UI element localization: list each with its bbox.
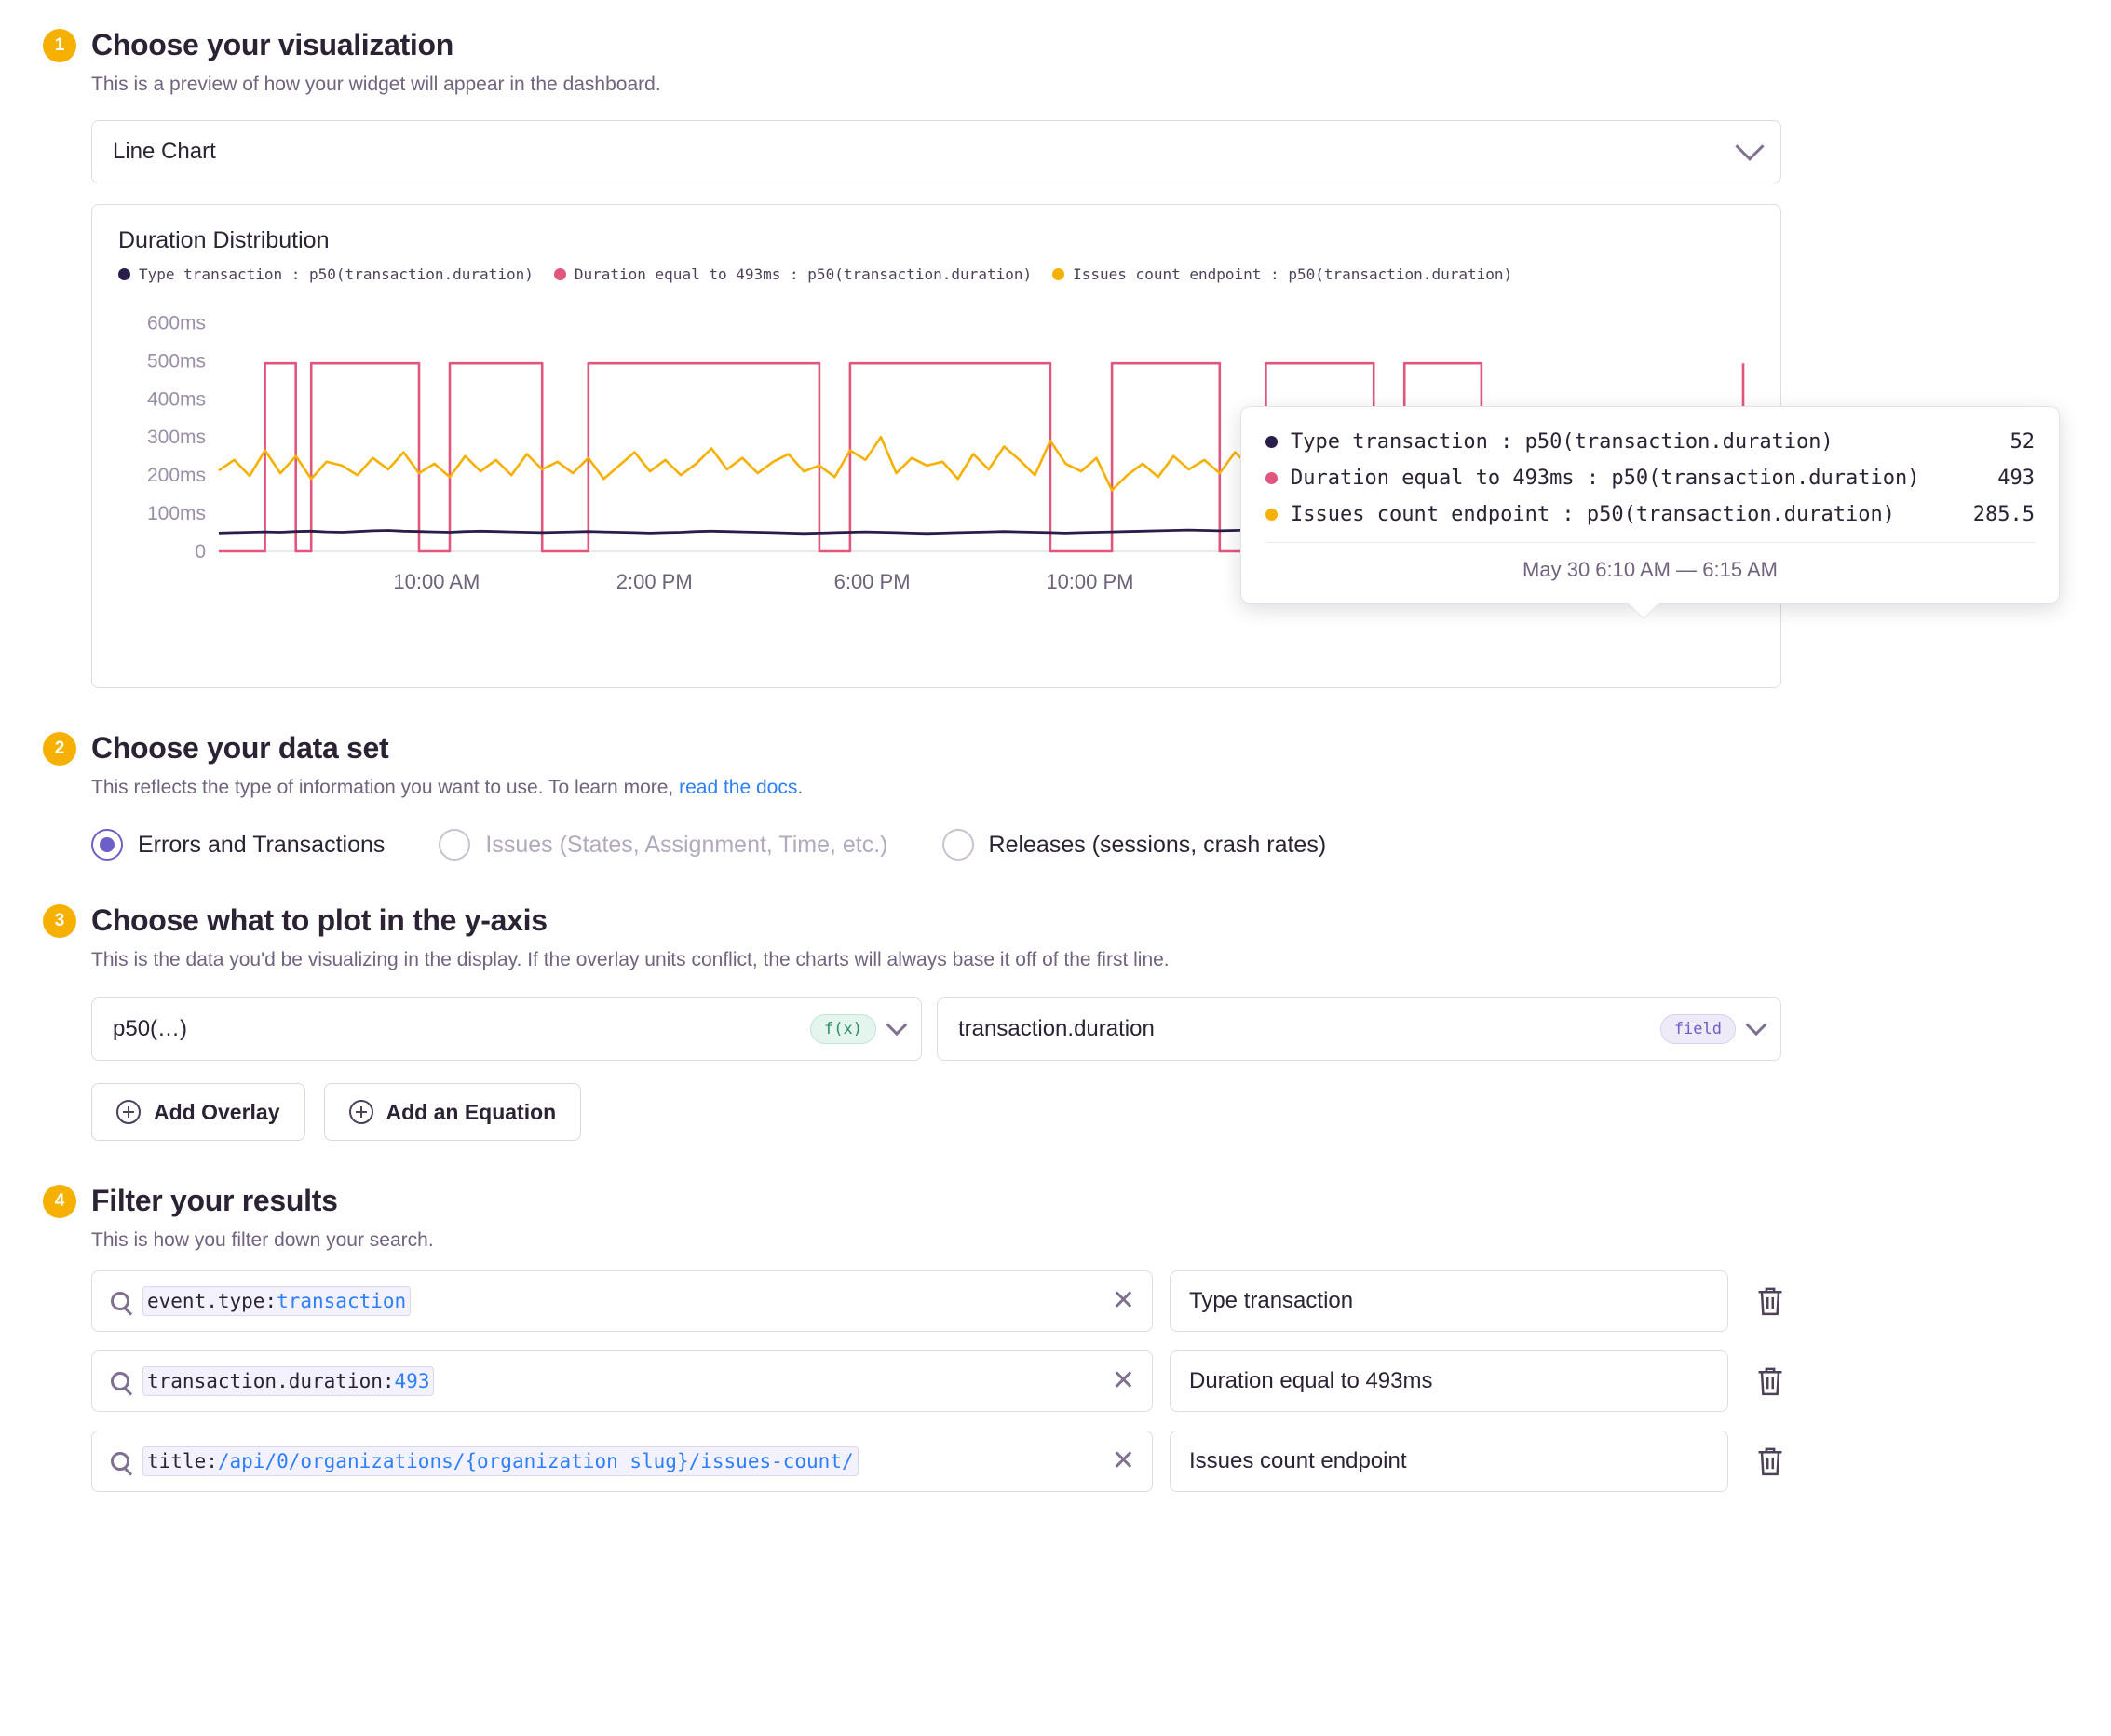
svg-text:10:00 AM: 10:00 AM: [393, 570, 480, 593]
tooltip-timerange: May 30 6:10 AM — 6:15 AM: [1265, 542, 2035, 593]
filter-name-value: Issues count endpoint: [1189, 1448, 1407, 1473]
plus-circle-icon: [349, 1100, 373, 1124]
dataset-option-errors-transactions[interactable]: [91, 829, 385, 861]
add-equation-label: Add an Equation: [386, 1099, 557, 1124]
tooltip-dot-icon: [1265, 509, 1278, 521]
field-pill: field: [1660, 1014, 1736, 1044]
filter-query-sep: :: [206, 1450, 218, 1472]
add-overlay-label: Add Overlay: [154, 1099, 280, 1124]
chevron-down-icon[interactable]: [886, 1014, 908, 1036]
aggregate-right-group: [810, 1014, 904, 1044]
trash-icon: [1754, 1284, 1786, 1318]
svg-text:6:00 PM: 6:00 PM: [833, 570, 911, 593]
legend-dot-icon: [1052, 268, 1064, 280]
filter-query-key: transaction.duration: [147, 1370, 383, 1392]
svg-text:200ms: 200ms: [146, 465, 206, 487]
legend-item[interactable]: [1052, 265, 1512, 283]
filter-query-key: event.type: [147, 1290, 265, 1312]
legend-dot-icon: [554, 268, 566, 280]
tooltip-value: 493: [1997, 467, 2035, 490]
step-2-subtitle: [91, 777, 2068, 799]
dataset-option-label: Issues (States, Assignment, Time, etc.): [485, 831, 888, 858]
tooltip-dot-icon: [1265, 436, 1278, 448]
filter-row: [91, 1270, 2068, 1332]
search-icon: [111, 1372, 129, 1390]
filter-query-sep: :: [382, 1370, 395, 1392]
filter-query-text: [142, 1450, 1089, 1472]
legend-label: Type transaction : p50(transaction.duration): [139, 265, 534, 283]
clear-icon[interactable]: ✕: [1111, 1365, 1135, 1396]
radio-icon[interactable]: [439, 829, 470, 861]
trash-icon: [1754, 1444, 1786, 1478]
delete-filter-button[interactable]: [1754, 1284, 1786, 1318]
filter-query-input[interactable]: [91, 1431, 1153, 1492]
visualization-type-select[interactable]: [91, 120, 1781, 183]
svg-text:500ms: 500ms: [146, 350, 206, 373]
field-select[interactable]: [937, 997, 1781, 1061]
filter-query-sep: :: [264, 1290, 277, 1312]
legend-label: Duration equal to 493ms : p50(transaction.duration): [574, 265, 1033, 283]
filter-name-value: Type transaction: [1189, 1288, 1354, 1313]
legend-item[interactable]: [118, 265, 534, 283]
chart-legend: [118, 265, 1754, 283]
step-3-subtitle: This is the data you'd be visualizing in the display. If the overlay units conflict, the charts will always base it off of the first line.: [91, 949, 1170, 970]
step-4-title: Filter your results: [91, 1184, 338, 1217]
filter-name-input[interactable]: [1170, 1431, 1728, 1492]
tooltip-value: 52: [2010, 430, 2035, 454]
step-2-subtitle-period: .: [797, 777, 804, 798]
svg-text:100ms: 100ms: [146, 503, 206, 525]
tooltip-row: [1265, 496, 2035, 533]
filter-row: [91, 1350, 2068, 1412]
svg-text:2:00 PM: 2:00 PM: [616, 570, 693, 593]
plus-circle-icon: [116, 1100, 141, 1124]
tooltip-row: [1265, 424, 2035, 460]
step-1-badge: 1: [43, 29, 76, 62]
step-2-header: [43, 731, 2068, 766]
read-the-docs-link[interactable]: read the docs: [679, 777, 798, 798]
radio-icon[interactable]: [942, 829, 974, 861]
filter-name-value: Duration equal to 493ms: [1189, 1368, 1433, 1393]
chevron-down-icon[interactable]: [1746, 1014, 1767, 1036]
search-icon: [111, 1452, 129, 1471]
chart-title: Duration Distribution: [118, 227, 330, 253]
filter-query-value: 493: [394, 1370, 430, 1392]
step-4-badge: 4: [43, 1185, 76, 1218]
filter-name-input[interactable]: [1170, 1270, 1728, 1332]
aggregate-value: p50(…): [113, 1016, 188, 1041]
dataset-option-issues[interactable]: [439, 829, 887, 861]
step-2-badge: 2: [43, 732, 76, 766]
legend-dot-icon: [118, 268, 130, 280]
yaxis-buttons: [91, 1083, 2068, 1141]
svg-text:400ms: 400ms: [146, 388, 206, 411]
dataset-radio-group: [91, 829, 2068, 861]
delete-filter-button[interactable]: [1754, 1364, 1786, 1398]
tooltip-label: Issues count endpoint : p50(transaction.duration): [1291, 503, 1896, 526]
step-4-subtitle: This is how you filter down your search.: [91, 1229, 434, 1251]
visualization-type-value: Line Chart: [113, 139, 216, 164]
step-1-subtitle: This is a preview of how your widget will appear in the dashboard.: [91, 74, 661, 95]
chart-preview-panel: [91, 204, 2035, 688]
tooltip-value: 285.5: [1972, 503, 2035, 526]
add-equation-button[interactable]: [324, 1083, 582, 1141]
aggregate-select[interactable]: [91, 997, 922, 1061]
svg-text:10:00 PM: 10:00 PM: [1046, 570, 1134, 593]
field-right-group: [1660, 1014, 1764, 1044]
radio-icon[interactable]: [91, 829, 123, 861]
filter-query-value: /api/0/organizations/{organization_slug}/issues-count/: [217, 1450, 854, 1472]
chart-plot-area[interactable]: [118, 296, 2035, 604]
filter-query-text: [142, 1370, 1089, 1392]
dataset-option-label: Errors and Transactions: [138, 831, 386, 858]
tooltip-label: Type transaction : p50(transaction.duration): [1291, 430, 1834, 454]
clear-icon[interactable]: ✕: [1111, 1445, 1135, 1476]
step-3-badge: 3: [43, 904, 76, 938]
step-1-header: [43, 28, 2068, 62]
step-3-title: Choose what to plot in the y-axis: [91, 903, 548, 937]
filter-query-input[interactable]: [91, 1270, 1153, 1332]
step-2-title: Choose your data set: [91, 731, 389, 765]
trash-icon: [1754, 1364, 1786, 1398]
filter-query-input[interactable]: [91, 1350, 1153, 1412]
dataset-option-releases[interactable]: [942, 829, 1327, 861]
svg-text:600ms: 600ms: [146, 312, 206, 334]
chevron-down-icon: [1735, 132, 1764, 161]
clear-icon[interactable]: ✕: [1111, 1285, 1135, 1316]
legend-item[interactable]: [554, 265, 1032, 283]
filter-name-input[interactable]: [1170, 1350, 1728, 1412]
delete-filter-button[interactable]: [1754, 1444, 1786, 1478]
field-value: transaction.duration: [958, 1016, 1155, 1041]
svg-text:300ms: 300ms: [146, 427, 206, 449]
filter-query-text: [142, 1290, 1089, 1312]
yaxis-fields: [91, 997, 2068, 1061]
svg-text:0: 0: [195, 541, 206, 563]
legend-label: Issues count endpoint : p50(transaction.duration): [1073, 265, 1513, 283]
chart-tooltip: [1240, 406, 2060, 604]
filter-query-value: transaction: [277, 1290, 407, 1312]
tooltip-row: [1265, 460, 2035, 496]
add-overlay-button[interactable]: [91, 1083, 305, 1141]
tooltip-dot-icon: [1265, 472, 1278, 484]
tooltip-label: Duration equal to 493ms : p50(transaction.duration): [1291, 467, 1920, 490]
filter-row: [91, 1431, 2068, 1492]
step-2-subtitle-text: This reflects the type of information you want to use. To learn more,: [91, 777, 680, 798]
step-1-title: Choose your visualization: [91, 28, 454, 61]
step-3-header: [43, 903, 2068, 938]
function-pill: f(x): [810, 1014, 876, 1044]
step-4-header: [43, 1184, 2068, 1218]
search-icon: [111, 1292, 129, 1310]
filter-query-key: title: [147, 1450, 207, 1472]
dataset-option-label: Releases (sessions, crash rates): [988, 831, 1327, 858]
